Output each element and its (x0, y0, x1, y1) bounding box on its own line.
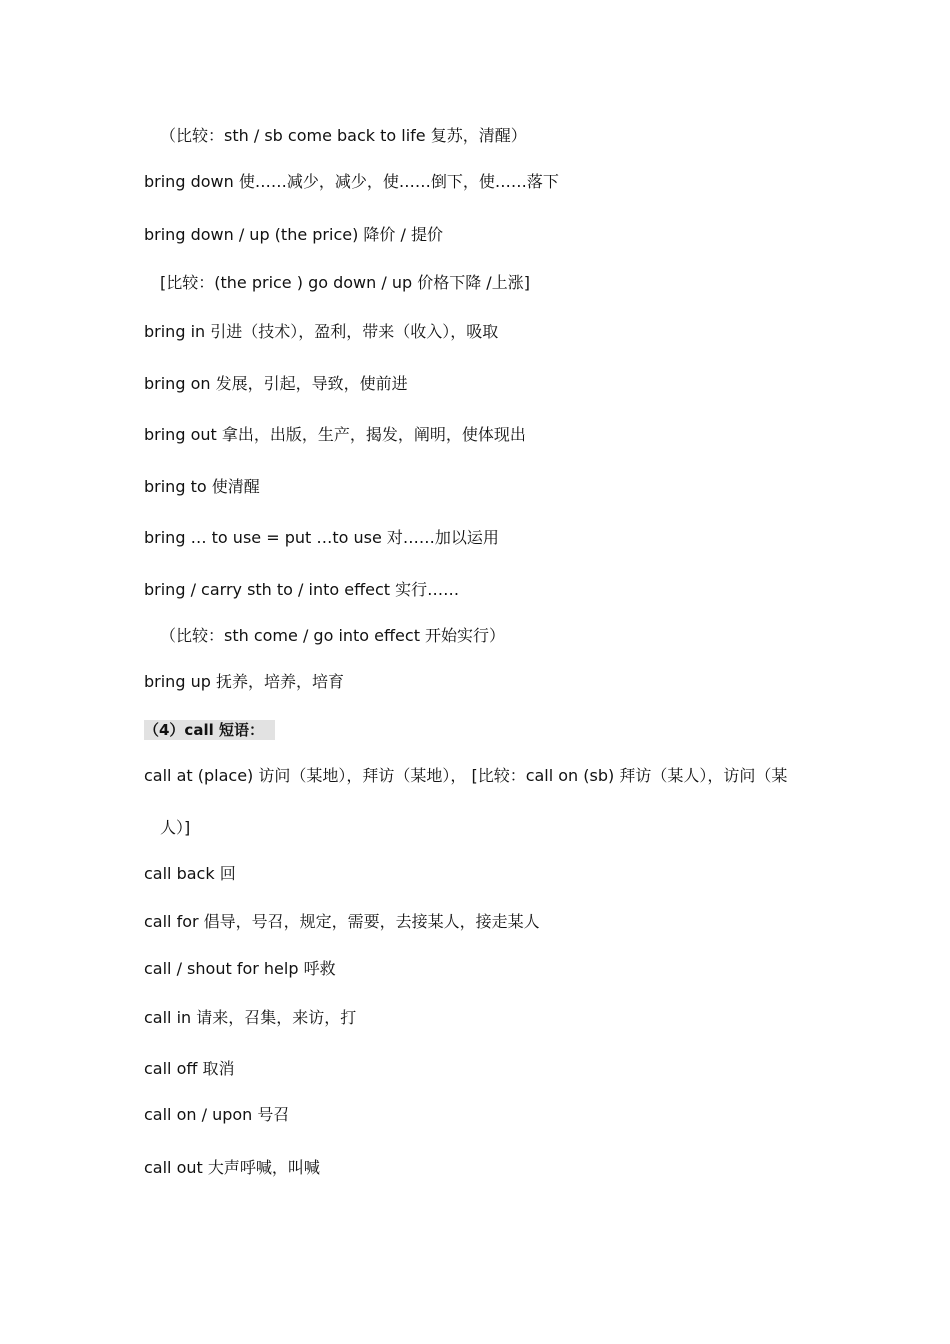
text-line: call for 倡导，号召，规定，需要，去接某人，接走某人 (144, 912, 540, 931)
section-heading: （4）call 短语： (144, 720, 275, 740)
text-line: bring … to use = put …to use 对……加以运用 (144, 528, 499, 547)
text-line: call / shout for help 呼救 (144, 959, 336, 978)
text-line: [比较：(the price ) go down / up 价格下降 /上涨] (160, 273, 530, 292)
text-line: 人）] (160, 818, 191, 837)
text-line: call out 大声呼喊，叫喊 (144, 1158, 320, 1177)
text-line: bring out 拿出，出版，生产，揭发，阐明，使体现出 (144, 425, 526, 444)
text-line: call in 请来，召集，来访，打 (144, 1008, 357, 1027)
text-line: bring in 引进（技术），盈利，带来（收入），吸取 (144, 322, 499, 341)
text-line: （比较：sth / sb come back to life 复苏，清醒） (160, 126, 527, 145)
text-line: bring on 发展，引起，导致，使前进 (144, 374, 408, 393)
text-line: bring to 使清醒 (144, 477, 260, 496)
text-line: bring / carry sth to / into effect 实行…… (144, 580, 460, 599)
text-line: call off 取消 (144, 1059, 235, 1078)
text-line: call on / upon 号召 (144, 1105, 290, 1124)
text-line: bring down / up (the price) 降价 / 提价 (144, 225, 443, 244)
text-line: （比较：sth come / go into effect 开始实行） (160, 626, 506, 645)
text-line: bring up 抚养，培养，培育 (144, 672, 344, 691)
text-line: bring down 使……减少，减少，使……倒下，使……落下 (144, 172, 559, 191)
text-line: call at (place) 访问（某地），拜访（某地）， [比较：call on (sb) 拜访（某人），访问（某 (144, 766, 788, 785)
text-line: call back 回 (144, 864, 236, 883)
